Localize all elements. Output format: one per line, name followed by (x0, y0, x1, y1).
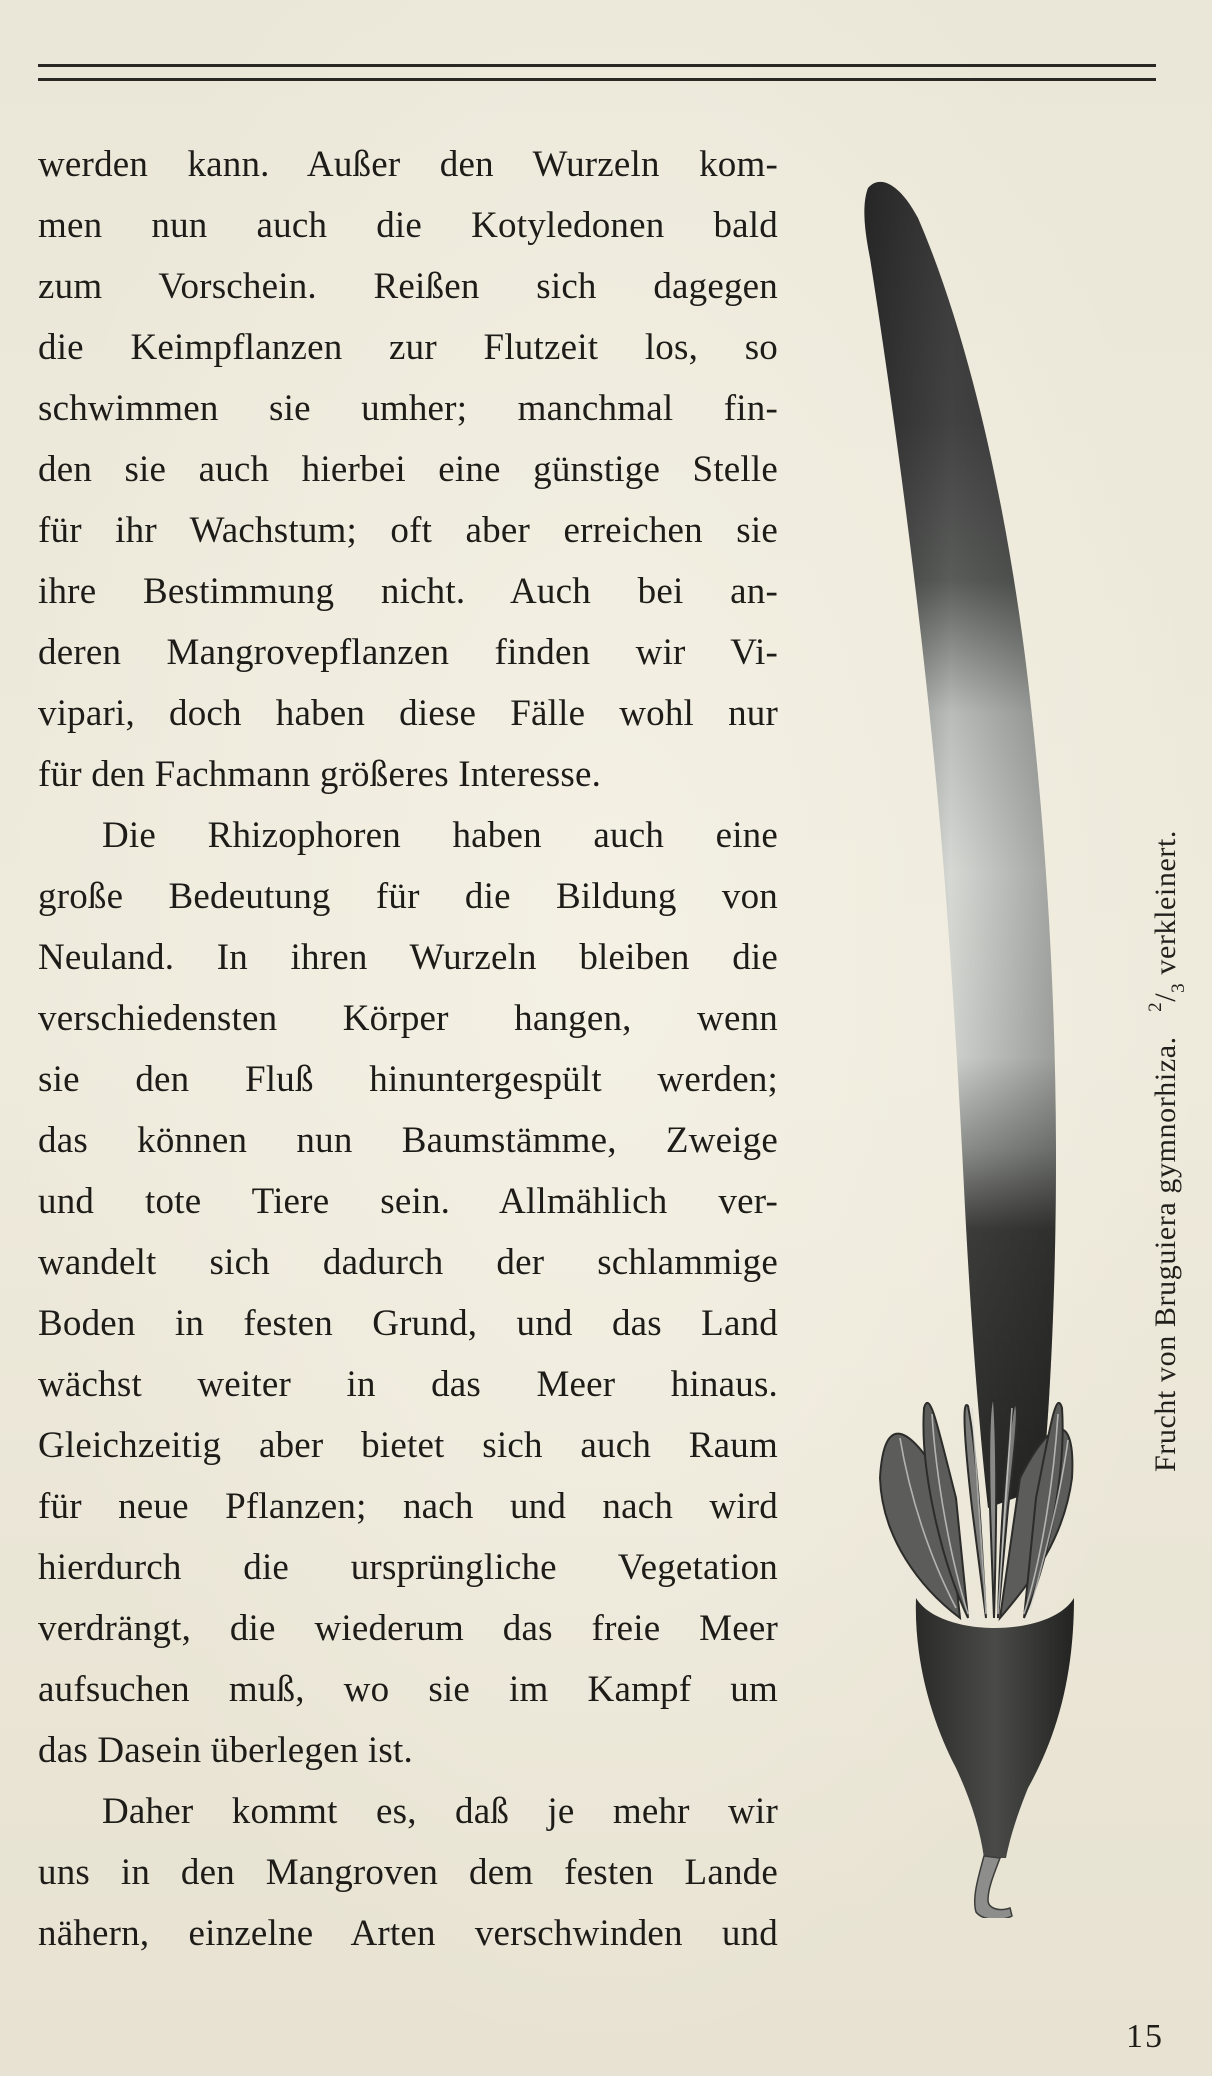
text-line: aufsuchen muß, wo sie im Kampf um (38, 1669, 778, 1710)
text-line: Boden in festen Grund, und das Land (38, 1303, 778, 1344)
text-line: uns in den Mangroven dem festen Lande (38, 1852, 778, 1893)
text-line: verdrängt, die wiederum das freie Meer (38, 1608, 778, 1649)
text-line: nähern, einzelne Arten verschwinden und (38, 1913, 778, 1954)
page-number: 15 (1126, 2018, 1164, 2055)
caption-suffix: verkleinert. (1149, 830, 1182, 975)
text-line: große Bedeutung für die Bildung von (38, 876, 778, 917)
text-line: werden kann. Außer den Wurzeln kom- (38, 144, 778, 185)
text-line: den sie auch hierbei eine günstige Stelle (38, 449, 778, 490)
text-line: das Dasein überlegen ist. (38, 1730, 413, 1771)
text-line: sie den Fluß hinuntergespült werden; (38, 1059, 778, 1100)
fruit-base (916, 1598, 1074, 1858)
body-text (38, 134, 778, 1964)
text-line: Die Rhizophoren haben auch eine (102, 815, 778, 856)
text-line: Gleichzeitig aber bietet sich auch Raum (38, 1425, 778, 1466)
text-line: vipari, doch haben diese Fälle wohl nur (38, 693, 778, 734)
header-rule-upper (38, 64, 1156, 67)
fraction-denominator: 3 (1168, 982, 1189, 993)
text-line: ihre Bestimmung nicht. Auch bei an- (38, 571, 778, 612)
text-line: für ihr Wachstum; oft aber erreichen sie (38, 510, 778, 551)
bruguiera-fruit-illustration (860, 178, 1080, 1918)
text-line: verschiedensten Körper hangen, wenn (38, 998, 778, 1039)
fruit-stalk (975, 1856, 1012, 1918)
caption-main: Frucht von Bruguiera gymnorhiza. (1149, 1036, 1182, 1472)
header-rule-lower (38, 78, 1156, 81)
text-line: für den Fachmann größeres Interesse. (38, 754, 602, 795)
text-line: zum Vorschein. Reißen sich dagegen (38, 266, 778, 307)
scale-fraction: $^2/_3$ (1145, 982, 1189, 1012)
text-line: Daher kommt es, daß je mehr wir (102, 1791, 778, 1832)
text-line: Neuland. In ihren Wurzeln bleiben die (38, 937, 778, 978)
text-line: schwimmen sie umher; manchmal fin- (38, 388, 778, 429)
text-line: deren Mangrovepflanzen finden wir Vi- (38, 632, 778, 673)
figure-caption (1145, 830, 1189, 1472)
text-line: men nun auch die Kotyledonen bald (38, 205, 778, 246)
text-line: für neue Pflanzen; nach und nach wird (38, 1486, 778, 1527)
text-line: und tote Tiere sein. Allmählich ver- (38, 1181, 778, 1222)
text-line: wächst weiter in das Meer hinaus. (38, 1364, 778, 1405)
text-line: die Keimpflanzen zur Flutzeit los, so (38, 327, 778, 368)
text-line: hierdurch die ursprüngliche Vegetation (38, 1547, 778, 1588)
fraction-numerator: 2 (1145, 1001, 1166, 1012)
text-line: wandelt sich dadurch der schlammige (38, 1242, 778, 1283)
text-line: das können nun Baumstämme, Zweige (38, 1120, 778, 1161)
